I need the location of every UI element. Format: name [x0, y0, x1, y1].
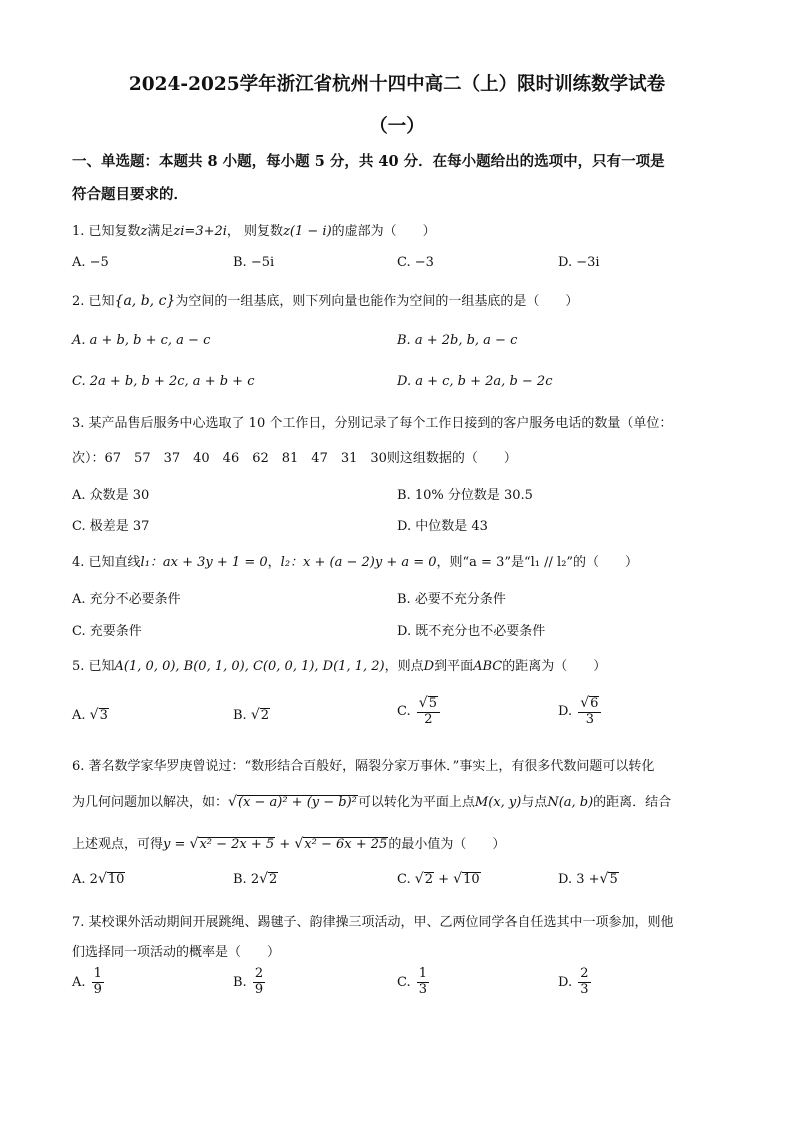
q7-c-numerator: 1	[418, 966, 428, 981]
q5-c-denominator: 2	[424, 711, 433, 727]
q2-option-b[interactable]: B. a + 2b, b, a − c	[397, 333, 518, 348]
q5-option-d[interactable]	[558, 695, 603, 728]
q6-l2-text-d: 的距离．结合	[593, 795, 672, 810]
q7-a-denominator: 9	[93, 981, 102, 997]
q2-option-d[interactable]: D. a + c, b + 2a, b − 2c	[397, 374, 553, 389]
question-2-stem	[72, 290, 578, 309]
q2-option-a[interactable]: A. a + b, b + c, a − c	[72, 333, 211, 348]
q5-b-label: B.	[233, 708, 247, 723]
q6-l2-text-a: 为几何问题加以解决，如：	[72, 795, 229, 810]
q3-option-b[interactable]: B. 10% 分位数是 30.5	[397, 488, 533, 503]
q1-text-d: 的虚部为（ ）	[331, 224, 436, 239]
sqrt-icon: √	[599, 871, 609, 887]
q5-a-label: A.	[72, 708, 86, 723]
q7-d-fraction	[578, 967, 590, 998]
q5-a-radicand: 3	[99, 708, 108, 723]
q4-option-d[interactable]: D. 既不充分也不必要条件	[397, 624, 546, 639]
q6-c-label: C.	[397, 872, 411, 887]
q6-b-coef: 2	[250, 872, 260, 887]
q5-points: A(1, 0, 0), B(0, 1, 0), C(0, 0, 1), D(1, 1, 2)	[114, 659, 385, 674]
sqrt-icon: √	[294, 836, 304, 852]
q5-text-d: 的距离为（ ）	[502, 659, 607, 674]
q5-option-a[interactable]	[72, 707, 109, 723]
q1-option-d[interactable]: D. −3i	[558, 255, 600, 270]
q6-option-a[interactable]	[72, 871, 125, 887]
sqrt-icon: √	[259, 871, 269, 887]
question-4-stem	[72, 551, 638, 570]
q7-a-fraction	[92, 967, 104, 998]
q4-option-b[interactable]: B. 必要不充分条件	[397, 592, 506, 607]
q5-plane: ABC	[473, 659, 503, 674]
q6-radical-2: x² − 6x + 25	[304, 837, 388, 852]
q6-a-label: A.	[72, 872, 86, 887]
sqrt-icon: √	[414, 871, 424, 887]
q1-expr2: z(1 − i)	[283, 224, 332, 239]
q7-option-b[interactable]	[233, 967, 267, 998]
q4-sep: ，	[267, 555, 281, 570]
q4-l2: l₂	[280, 555, 291, 570]
section-heading-line2: 符合题目要求的．	[72, 186, 188, 203]
q5-d-label: D.	[558, 703, 573, 719]
sqrt-icon: √	[97, 871, 107, 887]
q7-option-c[interactable]	[397, 967, 431, 998]
q6-b-label: B.	[233, 872, 247, 887]
q2-text-b: 为空间的一组基底，则下列向量也能作为空间的一组基底的是（ ）	[175, 294, 579, 309]
q7-d-label: D.	[558, 974, 573, 990]
q5-text-b: ，则点	[384, 659, 424, 674]
q7-a-label: A.	[72, 974, 86, 990]
question-6-line3	[72, 833, 505, 852]
question-7-line1: 7. 某校课外活动期间开展跳绳、踢毽子、韵律操三项活动，甲、乙两位同学各自任选其中一项参加，则他	[72, 915, 674, 930]
q5-text-a: 5. 已知	[72, 659, 115, 674]
q6-radical-1: x² − 2x + 5	[199, 837, 275, 852]
q6-c-radicand-2: 10	[463, 872, 480, 887]
q6-c-radicand-1: 2	[424, 872, 433, 887]
q6-point-m: M(x, y)	[474, 795, 522, 810]
q4-text-b: ，则“a = 3”是“l₁ // l₂”的（ ）	[436, 555, 639, 570]
q7-option-d[interactable]	[558, 967, 593, 998]
q4-eq1: ：ax + 3y + 1 = 0	[149, 555, 268, 570]
q4-option-a[interactable]: A. 充分不必要条件	[72, 592, 181, 607]
q4-text-a: 4. 已知直线	[72, 555, 141, 570]
q5-c-fraction	[417, 695, 440, 728]
q3-option-a[interactable]: A. 众数是 30	[72, 488, 150, 503]
q4-option-c[interactable]: C. 充要条件	[72, 624, 142, 639]
q5-d-numerator: 6	[590, 696, 599, 711]
sqrt-icon: √	[250, 707, 260, 723]
page-subtitle: （一）	[369, 116, 425, 137]
q6-d-radicand: 5	[609, 872, 618, 887]
q1-var-z: z	[140, 224, 148, 239]
q6-option-d[interactable]	[558, 871, 619, 887]
question-1-stem	[72, 220, 436, 239]
sqrt-icon: √	[89, 707, 99, 723]
q3-option-d[interactable]: D. 中位数是 43	[397, 519, 488, 534]
q6-l2-text-c: 与点	[521, 795, 548, 810]
sqrt-icon: √	[453, 871, 463, 887]
q5-c-label: C.	[397, 703, 411, 719]
q5-point-d: D	[423, 659, 435, 674]
q1-option-a[interactable]: A. −5	[72, 255, 109, 270]
q6-c-plus: +	[438, 872, 450, 887]
question-5-stem	[72, 655, 606, 674]
q7-a-numerator: 1	[93, 966, 102, 981]
q5-b-radicand: 2	[260, 708, 270, 723]
q2-option-c[interactable]: C. 2a + b, b + 2c, a + b + c	[72, 374, 255, 389]
q1-expr: zi=3+2i	[173, 224, 227, 239]
q7-b-label: B.	[233, 974, 247, 990]
q6-l2-text-b: 可以转化为平面上点	[357, 795, 475, 810]
q6-y: y =	[163, 837, 186, 852]
q6-d-label: D.	[558, 872, 573, 887]
q6-a-coef: 2	[89, 872, 98, 887]
q6-plus: +	[279, 837, 291, 852]
q2-basis: {a, b, c}	[114, 293, 176, 309]
sqrt-icon: √	[580, 695, 590, 711]
q5-option-c[interactable]	[397, 695, 442, 728]
question-6-line2	[72, 791, 671, 810]
q7-option-a[interactable]	[72, 967, 106, 998]
q1-text-c: ， 则复数	[226, 224, 284, 239]
q7-d-numerator: 2	[580, 966, 589, 981]
q7-b-numerator: 2	[254, 966, 264, 981]
q5-d-denominator: 3	[585, 711, 594, 727]
q1-option-b[interactable]: B. −5i	[233, 255, 275, 270]
q5-text-c: 到平面	[434, 659, 474, 674]
q7-b-denominator: 9	[254, 981, 264, 997]
q7-c-label: C.	[397, 974, 411, 990]
q6-l3-text-b: 的最小值为（ ）	[388, 837, 506, 852]
q6-option-b[interactable]	[233, 871, 278, 887]
q3-option-c[interactable]: C. 极差是 37	[72, 519, 150, 534]
q6-distance-expr: (x − a)² + (y − b)²	[237, 795, 357, 810]
q5-c-numerator: 5	[428, 696, 437, 711]
q6-b-radicand: 2	[269, 872, 278, 887]
question-3-line1: 3. 某产品售后服务中心选取了 10 个工作日，分别记录了每个工作日接到的客户服务电话的数量（单位：	[72, 416, 673, 431]
q6-a-radicand: 10	[107, 872, 125, 887]
q4-l1: l₁	[140, 555, 150, 570]
q5-d-fraction	[578, 695, 601, 728]
q7-b-fraction	[253, 967, 265, 998]
q6-l3-text-a: 上述观点，可得	[72, 837, 164, 852]
q7-d-denominator: 3	[580, 981, 589, 997]
q7-c-fraction	[417, 967, 429, 998]
question-7-line2: 们选择同一项活动的概率是（ ）	[72, 945, 281, 960]
q6-d-pre: 3 +	[576, 872, 600, 887]
sqrt-icon: √	[228, 794, 237, 810]
q6-point-n: N(a, b)	[547, 795, 594, 810]
sqrt-icon: √	[418, 695, 428, 711]
q4-eq2: ：x + (a − 2)y + a = 0	[290, 555, 437, 570]
q7-c-denominator: 3	[418, 981, 428, 997]
question-3-line2: 次）：67 57 37 40 46 62 81 47 31 30则这组数据的（ ）	[72, 451, 517, 466]
page-title: 2024-2025学年浙江省杭州十四中高二（上）限时训练数学试卷	[128, 74, 666, 95]
section-heading-line1: 一、单选题：本题共 8 小题，每小题 5 分，共 40 分．在每小题给出的选项中，只有一项是	[72, 153, 665, 170]
q2-text-a: 2. 已知	[72, 294, 115, 309]
q6-option-c[interactable]	[397, 871, 481, 887]
sqrt-icon: √	[189, 836, 199, 852]
question-6-line1: 6. 著名数学家华罗庚曾说过：“数形结合百般好，隔裂分家万事休．”事实上，有很多代数问题可以转化	[72, 759, 655, 774]
q1-text-b: 满足	[147, 224, 174, 239]
q5-option-b[interactable]	[233, 707, 270, 723]
q1-option-c[interactable]: C. −3	[397, 255, 434, 270]
q1-text-a: 1. 已知复数	[72, 224, 141, 239]
